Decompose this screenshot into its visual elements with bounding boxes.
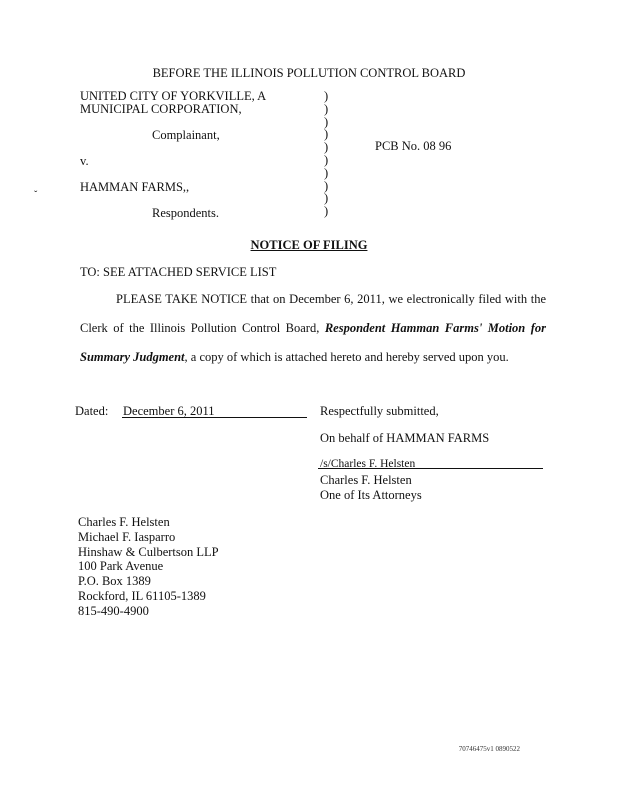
address-line: 815-490-4900 <box>78 603 149 618</box>
paren: ) <box>324 89 329 103</box>
signer-role: One of Its Attorneys <box>320 488 422 502</box>
respondent-role: Respondents. <box>152 206 220 220</box>
paren: ) <box>324 152 329 167</box>
address-line: Hinshaw & Culbertson LLP <box>78 544 219 559</box>
address-line: Charles F. Helsten <box>78 515 170 529</box>
on-behalf-of: On behalf of HAMMAN FARMS <box>320 431 490 445</box>
paren: ) <box>324 114 329 129</box>
electronic-signature: /s/Charles F. Helsten <box>320 458 416 470</box>
signature-line <box>318 468 543 469</box>
respectfully-submitted: Respectfully submitted, <box>320 404 439 418</box>
address-line: P.O. Box 1389 <box>78 574 151 589</box>
complainant-role: Complainant, <box>152 128 220 142</box>
versus: v. <box>80 154 89 168</box>
case-caption-parties <box>80 90 266 220</box>
address-line: Rockford, IL 61105-1389 <box>78 588 206 603</box>
motion-title: Respondent Hamman Farms' Motion for <box>324 321 546 335</box>
case-number: PCB No. 08 96 <box>375 139 452 153</box>
paren: ) <box>324 127 329 142</box>
notice-body-line-2 <box>80 321 546 336</box>
address-line: 100 Park Avenue <box>78 559 164 574</box>
dated-label: Dated: <box>75 404 109 418</box>
notice-title: NOTICE OF FILING <box>250 238 368 252</box>
signer-name: Charles F. Helsten <box>320 473 412 487</box>
dated-value: December 6, 2011 <box>123 404 215 418</box>
address-line: Michael F. Iasparro <box>78 529 176 544</box>
respondent-name: HAMMAN FARMS,, <box>80 180 190 194</box>
court-title: BEFORE THE ILLINOIS POLLUTION CONTROL BOARD <box>152 66 466 80</box>
motion-title-cont: Summary Judgment <box>80 350 185 364</box>
paren: ) <box>324 140 329 155</box>
date-underline <box>122 417 307 418</box>
body-text: Clerk of the Illinois Pollution Control Board, <box>80 321 325 335</box>
body-text: , a copy of which is attached hereto and hereby served upon you. <box>184 350 509 364</box>
complainant-name-line-1: UNITED CITY OF YORKVILLE, A <box>80 89 267 103</box>
to-line: TO: SEE ATTACHED SERVICE LIST <box>80 265 277 279</box>
paren: ) <box>324 165 329 180</box>
paren: ) <box>324 204 329 219</box>
caption-parentheses <box>324 90 328 218</box>
paren: ) <box>324 191 329 206</box>
footer-document-id: 70746475v1 0890522 <box>458 745 520 753</box>
complainant-name-line-2: MUNICIPAL CORPORATION, <box>80 102 242 116</box>
attorney-address-block <box>78 515 219 619</box>
paren: ) <box>324 101 329 116</box>
notice-body-line-3 <box>80 350 546 365</box>
notice-body-line-1: PLEASE TAKE NOTICE that on December 6, 2011, we electronically filed with the <box>116 292 546 306</box>
paren: ) <box>324 178 329 193</box>
stray-scan-mark: ˇ <box>34 190 38 201</box>
